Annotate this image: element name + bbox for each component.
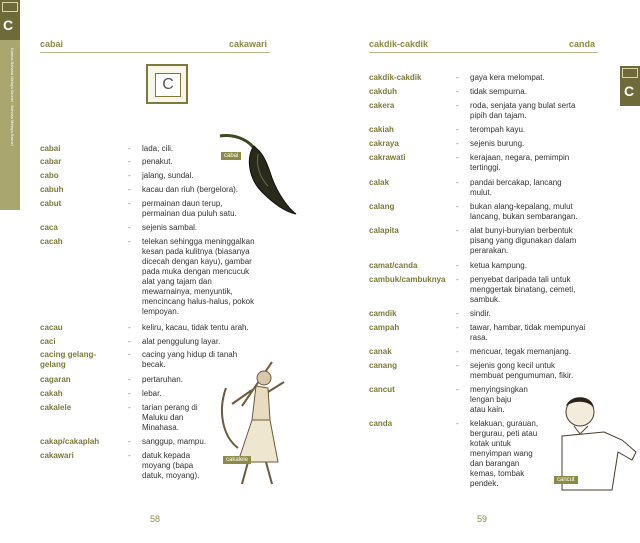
guide-word-right: canda <box>569 39 596 49</box>
entry-dash: - <box>128 237 131 246</box>
entry-headword: cakiah <box>369 125 394 134</box>
entry-headword: cabar <box>40 157 62 166</box>
entry-headword: cakalele <box>40 403 72 412</box>
entry-headword: cabai <box>40 144 61 153</box>
entry-definition: lebar. <box>142 389 162 398</box>
entry-dash: - <box>128 223 131 232</box>
entry-dash: - <box>456 125 459 134</box>
entry-definition: menyingsingkan lengan baju atau kain. <box>470 385 528 414</box>
entry-headword: cabut <box>40 199 62 208</box>
entry-definition: alat bunyi-bunyian berbentuk pisang yang digunakan dalam perarakan. <box>470 226 577 255</box>
entry-dash: - <box>456 347 459 356</box>
tab-letter: C <box>3 17 14 33</box>
entry-headword: cakap/cakaplah <box>40 437 100 446</box>
header-rule <box>369 52 598 53</box>
entry-dash: - <box>128 157 131 166</box>
entry-definition: penyebat daripada tali untuk menggertak binatang, cemeti, sambuk. <box>470 275 576 304</box>
entry-dash: - <box>128 171 131 180</box>
entry-headword: calak <box>369 178 390 187</box>
page-number-right: 59 <box>477 514 488 524</box>
entry-definition: jalang, sundal. <box>142 171 194 180</box>
entry-headword: cacah <box>40 237 63 246</box>
guide-word-right: cakawari <box>229 39 268 49</box>
entry-dash: - <box>128 185 131 194</box>
section-letter-box <box>146 64 188 104</box>
header-rule <box>40 52 270 53</box>
entry-headword: cakduh <box>369 87 398 96</box>
entry-definition: tarian perang di Maluku dan Minahasa. <box>142 403 198 432</box>
entry-dash: - <box>456 323 459 332</box>
entry-dash: - <box>128 403 131 412</box>
entry-definition: datuk kepada moyang (bapa datuk, moyang). <box>142 451 200 480</box>
entry-definition: pandai bercakap, lancang mulut. <box>470 178 562 197</box>
entry-headword: canak <box>369 347 392 356</box>
entry-definition: sanggup, mampu. <box>142 437 207 446</box>
entry-definition: roda, senjata yang bulat serta pipih dan tajam. <box>470 101 576 120</box>
entry-definition: sejenis burung. <box>470 139 525 148</box>
entry-definition: pertaruhan. <box>142 375 183 384</box>
entry-dash: - <box>128 350 131 359</box>
entry-dash: - <box>456 178 459 187</box>
entry-headword: cakraya <box>369 139 399 148</box>
entry-definition: permainan daun terup, permainan dua puluh satu. <box>142 199 237 218</box>
entry-dash: - <box>456 275 459 284</box>
entry-headword: cagaran <box>40 375 71 384</box>
entry-headword: cambuk/cambuknya <box>369 275 446 284</box>
entry-definition: mencuar, tegak memanjang. <box>470 347 571 356</box>
entry-dash: - <box>456 361 459 370</box>
entry-dash: - <box>128 437 131 446</box>
entry-headword: canda <box>369 419 393 428</box>
tab-pattern-icon <box>2 2 18 12</box>
entry-headword: canang <box>369 361 398 370</box>
entry-dash: - <box>456 139 459 148</box>
entry-definition: sindir. <box>470 309 491 318</box>
entry-headword: camdik <box>369 309 397 318</box>
entry-headword: cabo <box>40 171 59 180</box>
entry-definition: ketua kampung. <box>470 261 527 270</box>
entry-dash: - <box>128 144 131 153</box>
entry-dash: - <box>456 202 459 211</box>
entry-headword: cacau <box>40 323 63 332</box>
tab-pattern-icon <box>622 68 638 78</box>
entry-dash: - <box>456 153 459 162</box>
thumb-tab-left <box>0 0 20 210</box>
entry-dash: - <box>128 199 131 208</box>
entry-dash: - <box>128 337 131 346</box>
entry-headword: campah <box>369 323 400 332</box>
entry-definition: penakut. <box>142 157 173 166</box>
entry-definition: kelakuan, gurauan, bergurau, peti atau kotak untuk menyimpan wang dan barangan kemas, tombak pendek. <box>470 419 539 488</box>
entry-headword: cakrawati <box>369 153 406 162</box>
entry-dash: - <box>128 389 131 398</box>
entry-definition: lada, cili. <box>142 144 174 153</box>
entry-headword: cakawari <box>40 451 74 460</box>
entry-definition: telekan sehingga meninggalkan kesan pada kulitnya (biasanya dicecah dengan kayu), gambar pada muka dengan mencucuk alat yang tajam dan mewarnainya, menyuntik, mencincang halus-halus, pokok lempoyan. <box>142 237 255 316</box>
tab-letter-box <box>0 0 20 40</box>
entry-dash: - <box>456 385 459 394</box>
entry-definition: tawar, hambar, tidak mempunyai rasa. <box>470 323 586 342</box>
chili-illustration <box>212 128 302 220</box>
tab-letter: C <box>624 83 635 99</box>
cancut-image-label: cancut <box>554 476 578 484</box>
entry-definition: sejenis sambal. <box>142 223 198 232</box>
cabai-image-label: cabai <box>221 152 241 160</box>
entry-dash: - <box>128 451 131 460</box>
entry-dash: - <box>128 323 131 332</box>
entry-headword: caci <box>40 337 56 346</box>
thumb-tab-right <box>620 66 640 106</box>
entry-definition: terompah kayu. <box>470 125 526 134</box>
entry-dash: - <box>456 226 459 235</box>
section-letter: C <box>155 73 181 97</box>
cakalele-dancer-illustration <box>212 358 302 490</box>
entry-dash: - <box>456 101 459 110</box>
entry-dash: - <box>456 73 459 82</box>
entry-headword: camat/canda <box>369 261 418 270</box>
entry-headword: caca <box>40 223 58 232</box>
entry-definition: tidak sempurna. <box>470 87 527 96</box>
cakalele-image-label: cakalele <box>223 456 251 464</box>
entry-dash: - <box>456 87 459 96</box>
tab-side-text: Kamus Bahasa Melayu Brunei · Bahasa Melayu Brunei <box>10 48 15 146</box>
entry-dash: - <box>128 375 131 384</box>
entry-headword: cancut <box>369 385 395 394</box>
entry-headword: cakah <box>40 389 63 398</box>
entry-definition: gaya kera melompat. <box>470 73 545 82</box>
entry-definition: kacau dan riuh (bergelora). <box>142 185 239 194</box>
page-number-left: 58 <box>150 514 161 524</box>
entry-headword: cakdik-cakdik <box>369 73 422 82</box>
entry-definition: bukan alang-kepalang, mulut lancang, bukan sembarangan. <box>470 202 578 221</box>
entry-headword: calang <box>369 202 395 211</box>
entry-headword: cacing gelang- gelang <box>40 350 97 369</box>
entry-headword: cakera <box>369 101 395 110</box>
entry-definition: keliru, kacau, tidak tentu arah. <box>142 323 249 332</box>
guide-word-left: cabai <box>40 39 64 49</box>
entry-definition: alat penggulung layar. <box>142 337 221 346</box>
guide-word-left: cakdik-cakdik <box>369 39 429 49</box>
entry-dash: - <box>456 261 459 270</box>
entry-headword: calapita <box>369 226 399 235</box>
entry-dash: - <box>456 309 459 318</box>
entry-dash: - <box>456 419 459 428</box>
entry-headword: cabuh <box>40 185 64 194</box>
entry-definition: kerajaan, negara, pemimpin tertinggi. <box>470 153 570 172</box>
entry-definition: cacing yang hidup di tanah becak. <box>142 350 238 369</box>
entry-definition: sejenis gong kecil untuk membuat pengumuman, fikir. <box>470 361 574 380</box>
